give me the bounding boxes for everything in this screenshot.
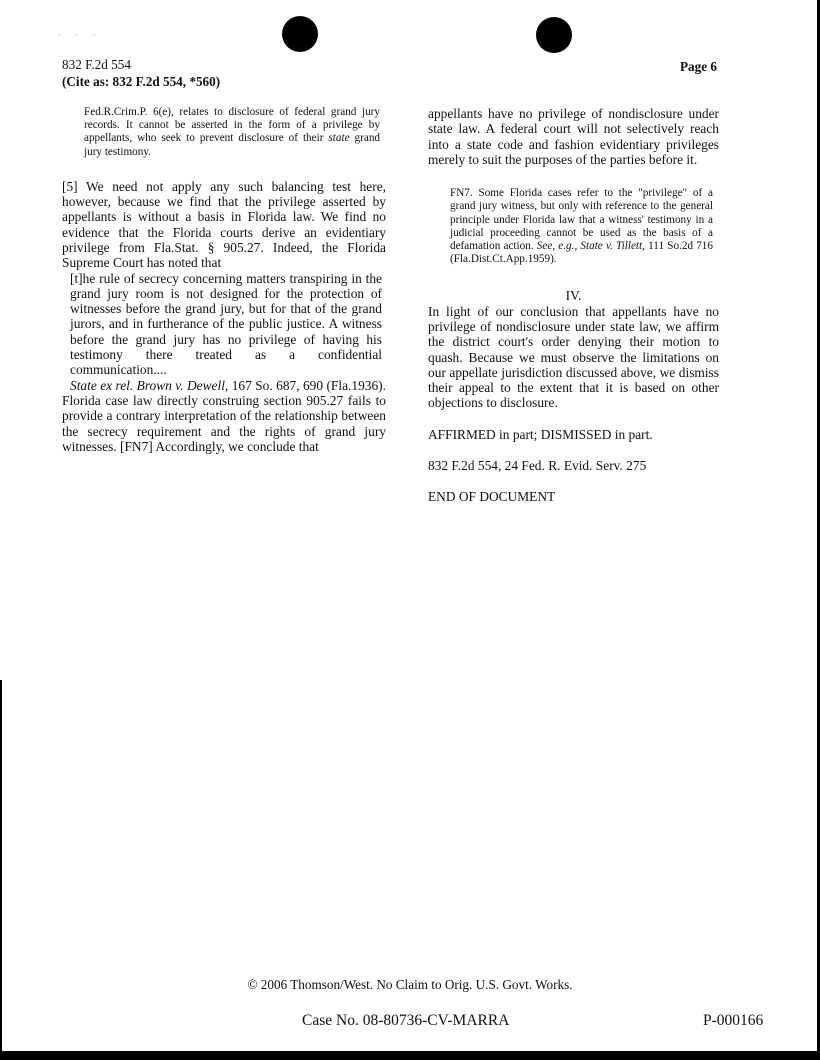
section-heading: IV. — [565, 288, 582, 304]
footnote-continuation: Fed.R.Crim.P. 6(e), relates to disclosure of federal grand jury records. It cannot be asserted in the form of a privilege by appellants, who seek to prevent disclosure of their state grand jury testimony. — [84, 106, 381, 158]
scan-edge-left — [0, 680, 2, 1060]
scan-specks: · · · — [58, 30, 102, 40]
end-of-document: END OF DOCUMENT — [428, 489, 556, 505]
document-citation: 832 F.2d 554 — [62, 57, 131, 72]
copyright-notice: © 2006 Thomson/West. No Claim to Orig. U.S. Govt. Works. — [247, 977, 573, 992]
punch-hole-right — [536, 17, 572, 53]
left-column — [62, 106, 386, 454]
scan-edge-bottom — [0, 1051, 820, 1060]
case-number: Case No. 08-80736-CV-MARRA — [302, 1012, 510, 1029]
paragraph-continuation: appellants have no privilege of nondisclosure under state law. A federal court will not selectively reach into a state code and fashion evidentiary privileges merely to suit the purposes of the parties before it. — [428, 106, 719, 167]
page-number: Page 6 — [680, 59, 717, 74]
right-column — [428, 106, 719, 505]
cite-as-line: (Cite as: 832 F.2d 554, *560) — [62, 74, 221, 89]
block-quote: [t]he rule of secrecy concerning matters transpiring in the grand jury room is not designed for the protection of witnesses before the grand jury, but for that of the grand jurors, and in furtherance of the public justice. A witness before the grand jury has no privilege of having his testimony there treated as a confidential communication.... — [70, 270, 382, 378]
bates-number: P-000166 — [703, 1012, 764, 1029]
footnote-7: FN7. Some Florida cases refer to the "privilege" of a grand jury witness, but only with reference to the general principle under Florida law that a witness' testimony in a judicial proceeding cannot be used as the basis of a defamation action. See, e.g., State v. Tillett, 111 So.2d 716 (Fla.Dist.Ct.App.1959). — [450, 187, 713, 266]
disposition: AFFIRMED in part; DISMISSED in part. — [428, 426, 653, 442]
paragraph-5: [5] We need not apply any such balancing test here, however, because we find that the privilege asserted by appellants is without a basis in Florida law. We find no evidence that the Florida courts derive an evidentiary privilege from Fla.Stat. § 905.27. Indeed, the Florida Supreme Court has noted that — [62, 178, 386, 271]
case-citation-paragraph: State ex rel. Brown v. Dewell, 167 So. 687, 690 (Fla.1936). Florida case law directly construing section 905.27 fails to provide a contrary interpretation of the relationship between the secrecy requirement and the rights of grand jury witnesses. [FN7] Accordingly, we conclude that — [62, 377, 386, 454]
punch-hole-left — [282, 16, 318, 52]
section-iv-text: In light of our conclusion that appellants have no privilege of nondisclosure under state law, we affirm the district court's order denying their motion to quash. Because we must observe the limitations on our appellate jurisdiction discussed above, we dismiss their appeal to the extent that it is based on other objections to disclosure. — [428, 303, 719, 411]
reporter-citation: 832 F.2d 554, 24 Fed. R. Evid. Serv. 275 — [428, 458, 647, 474]
